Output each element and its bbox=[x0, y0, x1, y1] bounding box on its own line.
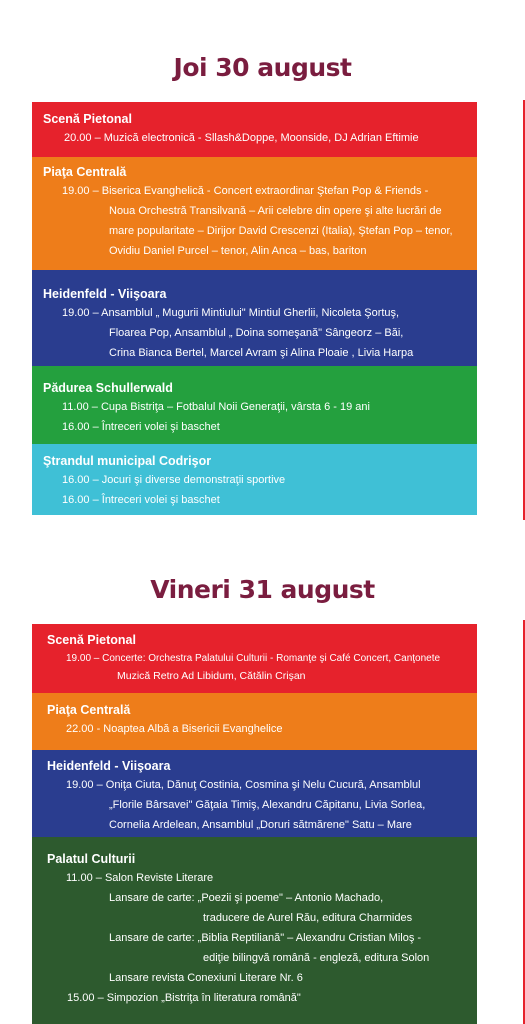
event-line: 11.00 – Cupa Bistriţa – Fotbalul Noii Generaţii, vârsta 6 - 19 ani bbox=[62, 401, 370, 413]
venue-section-scena-pietonal bbox=[32, 102, 477, 157]
event-line: 16.00 – Întreceri volei şi baschet bbox=[62, 494, 220, 506]
event-line: 19.00 – Oniţa Ciuta, Dănuţ Costinia, Cosmina şi Nelu Cucură, Ansamblul bbox=[66, 779, 421, 791]
venue-section-scena-pietonal bbox=[32, 624, 477, 693]
venue-title: Piaţa Centrală bbox=[47, 703, 131, 717]
event-line: 22.00 - Noaptea Albă a Bisericii Evanghelice bbox=[66, 723, 283, 735]
venue-title: Ştrandul municipal Codrişor bbox=[43, 454, 212, 468]
venue-section-padurea bbox=[32, 366, 477, 444]
venue-section-piata-centrala bbox=[32, 693, 477, 750]
event-line-cont: Cornelia Ardelean, Ansamblul „Doruri sătmărene" Satu – Mare bbox=[109, 819, 412, 831]
event-line: 19.00 – Biserica Evanghelică - Concert extraordinar Ştefan Pop & Friends - bbox=[62, 185, 429, 197]
venue-title: Scenă Pietonal bbox=[43, 112, 132, 126]
event-line: 16.00 – Jocuri şi diverse demonstraţii sportive bbox=[62, 474, 286, 486]
venue-section-palatul-culturii bbox=[32, 837, 477, 1024]
day-title: Vineri 31 august bbox=[150, 575, 375, 604]
event-line-cont: Lansare de carte: „Poezii şi poeme" – Antonio Machado, bbox=[109, 892, 384, 904]
venue-section-piata-centrala bbox=[32, 157, 477, 270]
event-line-cont: Lansare revista Conexiuni Literare Nr. 6 bbox=[109, 972, 303, 984]
event-line: 19.00 – Concerte: Orchestra Palatului Culturii - Romanţe şi Café Concert, Canţonete bbox=[66, 653, 441, 664]
event-line-cont: „Florile Bârsavei" Găţaia Timiş, Alexandru Căpitanu, Livia Sorlea, bbox=[109, 799, 426, 811]
venue-section-strand bbox=[32, 444, 477, 515]
venue-title: Piaţa Centrală bbox=[43, 165, 127, 179]
venue-title: Heidenfeld - Viişoara bbox=[43, 287, 167, 301]
venue-section-heidenfeld bbox=[32, 750, 477, 837]
day-title: Joi 30 august bbox=[173, 53, 352, 82]
event-line-cont: Lansare de carte: „Biblia Reptiliană" – Alexandru Cristian Miloş - bbox=[109, 932, 422, 944]
event-line: 16.00 – Întreceri volei şi baschet bbox=[62, 421, 220, 433]
event-line-cont: Ovidiu Daniel Purcel – tenor, Alin Anca – bas, bariton bbox=[109, 245, 367, 257]
event-line-cont: Floarea Pop, Ansamblul „ Doina someşană" Sângeorz – Băi, bbox=[109, 327, 404, 339]
event-line-cont: mare popularitate – Dirijor David Crescenzi (Italia), Ştefan Pop – tenor, bbox=[109, 225, 453, 237]
event-line: 11.00 – Salon Reviste Literare bbox=[66, 872, 214, 884]
venue-title: Pădurea Schullerwald bbox=[43, 381, 173, 395]
event-line-cont: ediţie bilingvă română - engleză, editura Solon bbox=[203, 952, 430, 964]
event-line: 19.00 – Ansamblul „ Mugurii Mintiului" Mintiul Gherlii, Nicoleta Şortuş, bbox=[62, 307, 400, 319]
event-line: 15.00 – Simpozion „Bistriţa în literatura română" bbox=[67, 992, 301, 1004]
event-line: 20.00 – Muzică electronică - Sllash&Doppe, Moonside, DJ Adrian Eftimie bbox=[64, 132, 419, 144]
venue-section-heidenfeld bbox=[32, 270, 477, 366]
venue-title: Scenă Pietonal bbox=[47, 633, 136, 647]
venue-title: Palatul Culturii bbox=[47, 852, 136, 866]
event-line-cont: Muzică Retro Ad Libidum, Cătălin Crişan bbox=[117, 670, 306, 682]
event-line-cont: Noua Orchestră Transilvană – Arii celebre din opere şi alte lucrări de bbox=[109, 205, 442, 217]
venue-title: Heidenfeld - Viişoara bbox=[47, 759, 171, 773]
event-line-cont: traducere de Aurel Rău, editura Charmides bbox=[203, 912, 413, 924]
event-line-cont: Crina Bianca Bertel, Marcel Avram şi Alina Ploaie , Livia Harpa bbox=[109, 347, 414, 359]
